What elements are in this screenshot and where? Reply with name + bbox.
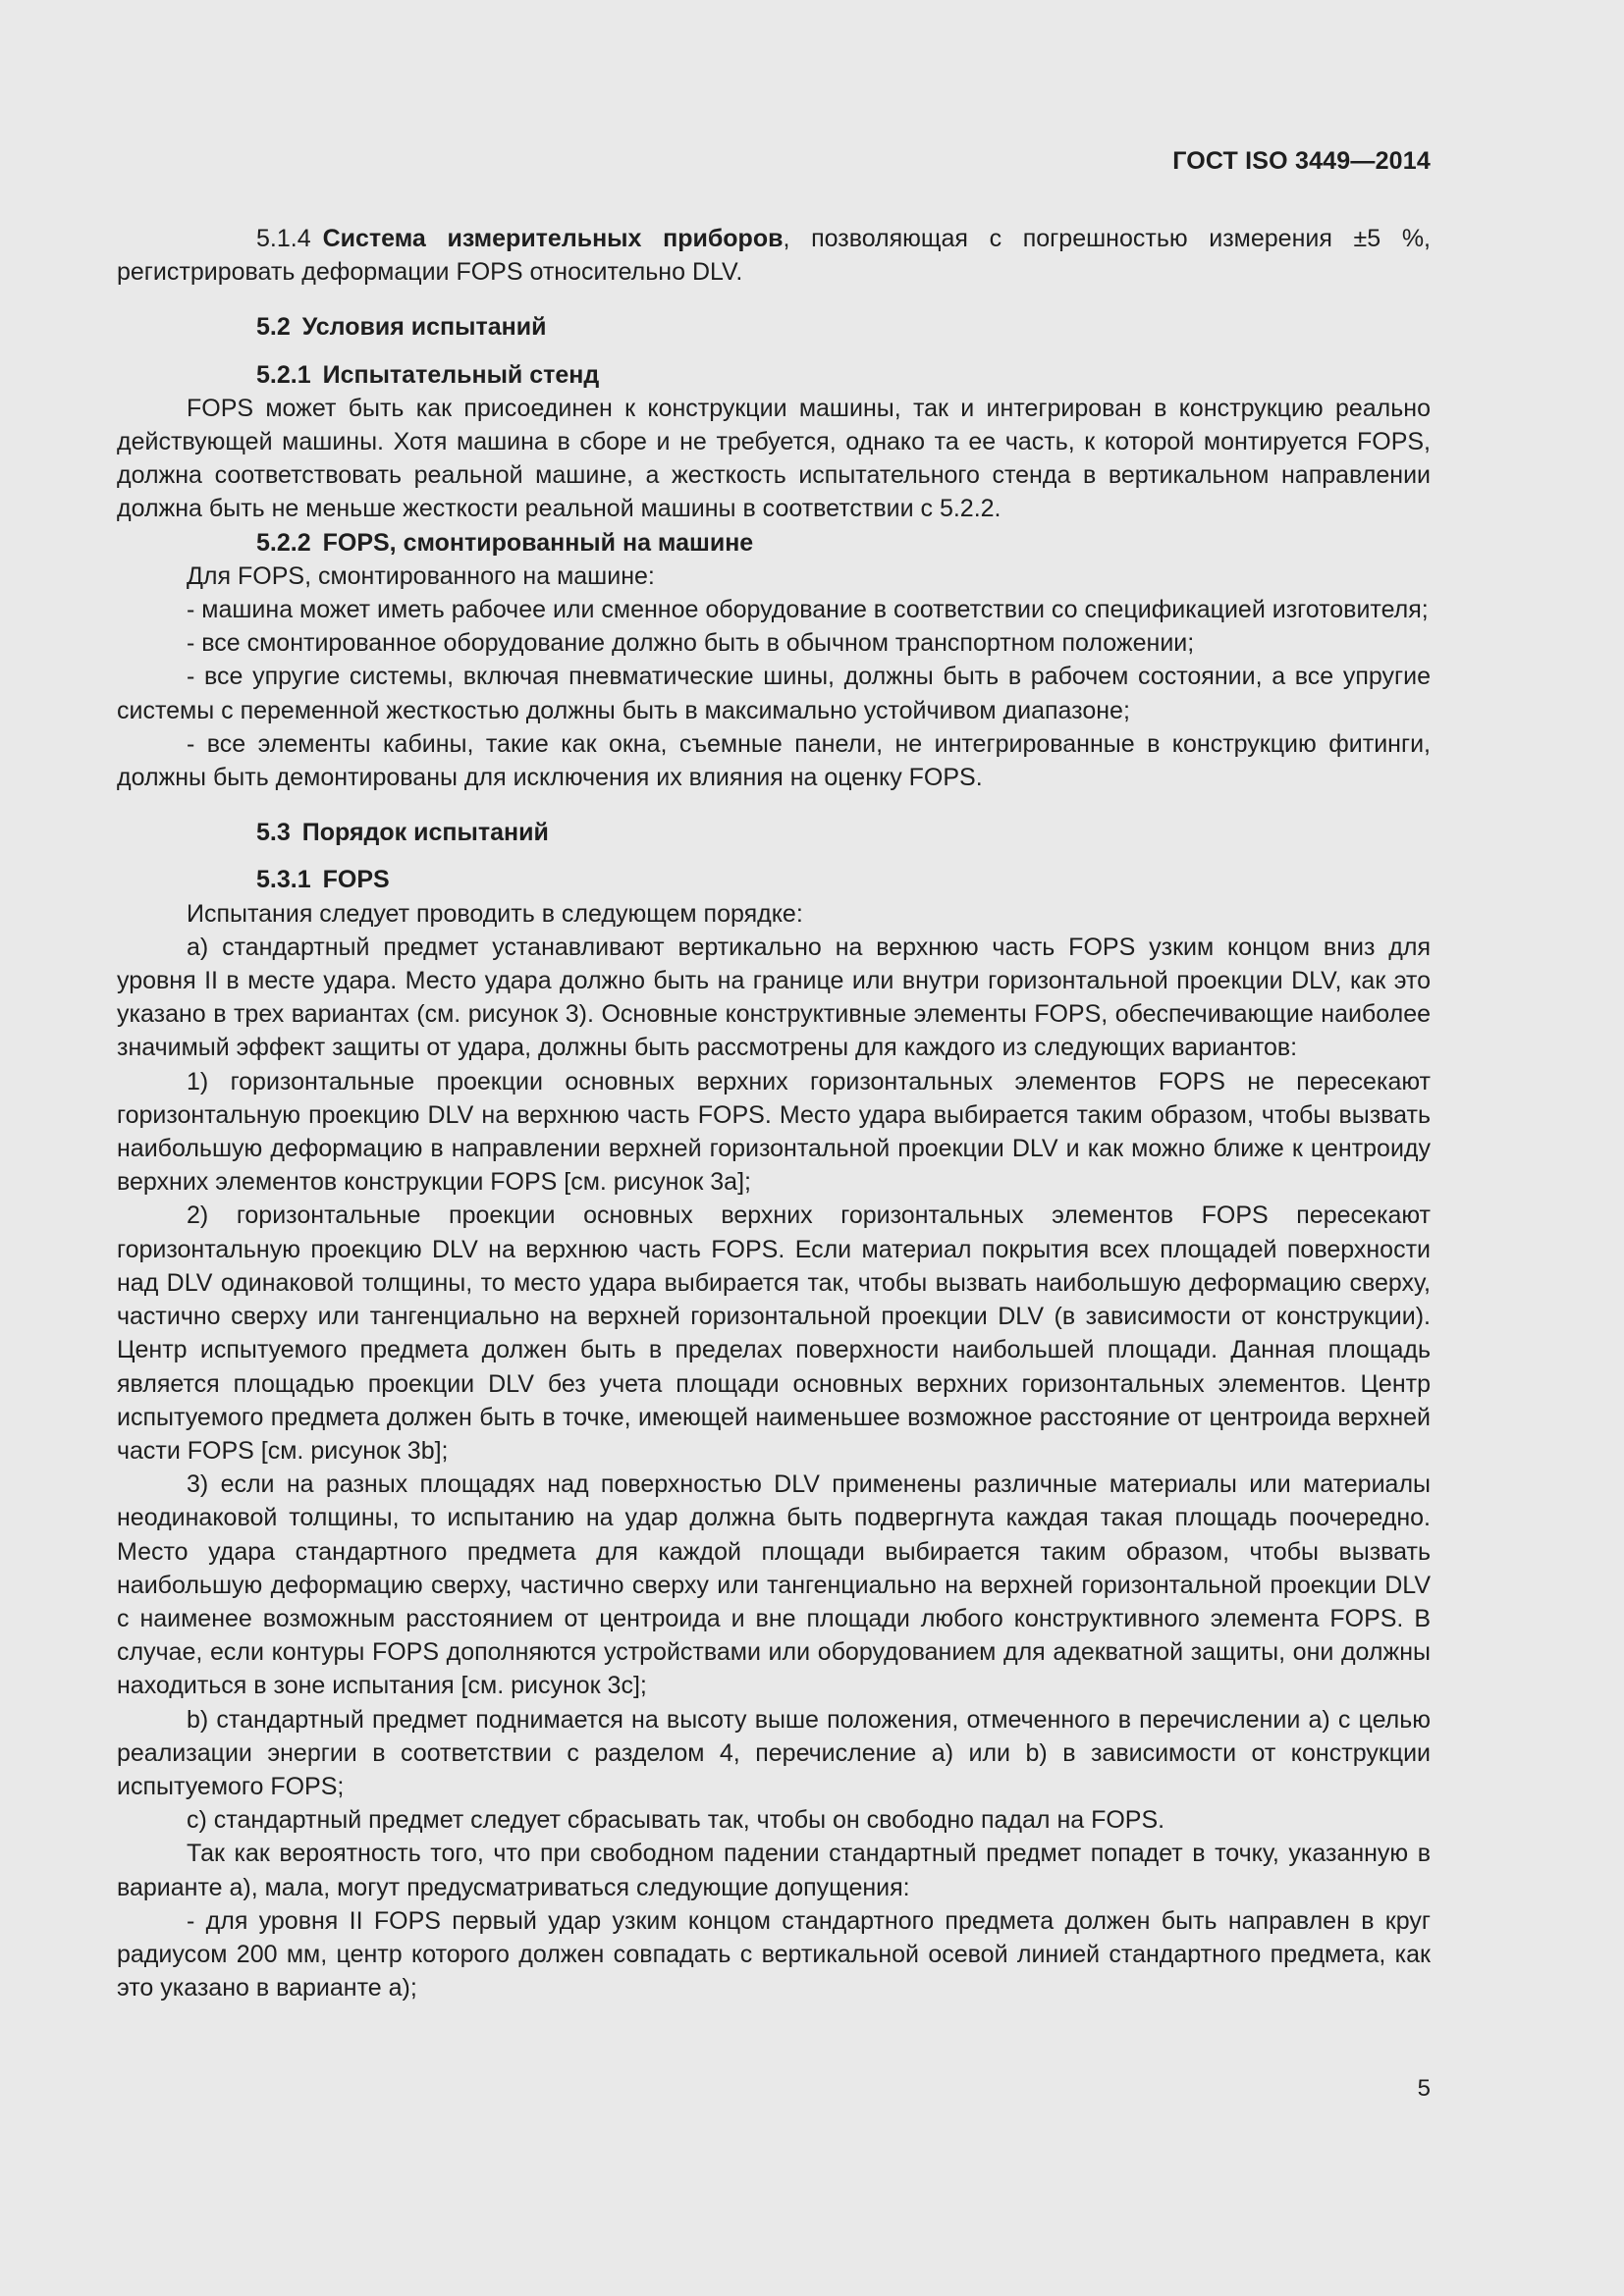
section-title: Условия испытаний — [301, 313, 547, 342]
paragraph: Для FOPS, смонтированного на машине: — [187, 561, 655, 590]
subsection-heading-5-2-1 — [117, 358, 1431, 392]
list-item: b) стандартный предмет поднимается на высоту выше положения, отмеченного в перечислении a) с целью реализации энергии в соответствии с разделом 4, перечисление a) или b) в зависимости от конструкции испытуемого FOPS; — [117, 1705, 1431, 1800]
list-item: 2) горизонтальные проекции основных верхних горизонтальных элементов FOPS пересекают горизонтальную проекцию DLV на верхнюю часть FOPS. Если материал покрытия всех площадей поверхности над DLV одинаковой толщины, то место удара выбирается так, чтобы вызвать наибольшую деформацию сверху, частично сверху или тангенциально на верхней горизонтальной проекции DLV (в зависимости от конструкции). Центр испытуемого предмета должен быть в пределах поверхности наибольшей площади. Данная площадь является площадью проекции DLV без учета площади основных верхних горизонтальных элементов. Центр испытуемого предмета должен быть в точке, имеющей наименьшее возможное расстояние от центроида верхней части FOPS [см. рисунок 3b]; — [117, 1201, 1431, 1465]
list-item: - машина может иметь рабочее или сменное оборудование в соответствии со спецификацией изготовителя; — [187, 596, 1429, 624]
subsection-number: 5.2.2 — [256, 528, 311, 557]
document-body — [117, 222, 1431, 2004]
paragraph: Испытания следует проводить в следующем порядке: — [187, 899, 803, 928]
paragraph: FOPS может быть как присоединен к конструкции машины, так и интегрирован в конструкцию реально действующей машины. Хотя машина в сборе и не требуется, однако та ее часть, к которой монтируется FOPS, должна соответствовать реальной машине, а жесткость испытательного стенда в вертикальном направлении должна быть не меньше жесткости реальной машины в соответствии с 5.2.2. — [117, 394, 1431, 523]
subsection-heading-5-2-2 — [117, 526, 1431, 560]
section-title: Порядок испытаний — [301, 819, 549, 847]
subsection-heading-5-3-1 — [117, 863, 1431, 896]
clause-text: , позволяющая с погрешностью измерения ±5 %, регистрировать деформации FOPS относительно DLV. — [117, 225, 1431, 287]
document-header: ГОСТ ISO 3449—2014 — [1172, 147, 1431, 175]
list-item: 3) если на разных площадях над поверхностью DLV применены различные материалы или материалы неодинаковой толщины, то испытанию на удар должна быть подвергнута каждая такая площадь поочередно. Место удара стандартного предмета для каждой площади выбирается таким образом, чтобы вызвать наибольшую деформацию сверху, частично сверху или тангенциально на верхней горизонтальной проекции DLV с наименее возможным расстоянием от центроида и вне площади любого конструктивного элемента FOPS. В случае, если контуры FOPS дополняются устройствами или оборудованием для адекватной защиты, они должны находиться в зоне испытания [см. рисунок 3c]; — [117, 1470, 1431, 1700]
list-item: 1) горизонтальные проекции основных верхних горизонтальных элементов FOPS не пересекают горизонтальную проекцию DLV на верхнюю часть FOPS. Место удара выбирается таким образом, чтобы вызвать наибольшую деформацию в направлении верхней горизонтальной проекции DLV и как можно ближе к центроиду верхних элементов конструкции FOPS [см. рисунок 3a]; — [117, 1067, 1431, 1197]
list-item: - все смонтированное оборудование должно быть в обычном транспортном положении; — [187, 629, 1195, 658]
subsection-title: FOPS — [322, 866, 390, 894]
subsection-title: FOPS, смонтированный на машине — [322, 528, 754, 557]
subsection-title: Испытательный стенд — [322, 360, 600, 389]
list-item: - все упругие системы, включая пневматические шины, должны быть в рабочем состоянии, а все упругие системы с переменной жесткостью должны быть в максимально устойчивом диапазоне; — [117, 663, 1431, 724]
paragraph: Так как вероятность того, что при свободном падении стандартный предмет попадет в точку, указанную в варианте a), мала, могут предусматриваться следующие допущения: — [117, 1840, 1431, 1901]
page-number: 5 — [1417, 2075, 1431, 2102]
section-number: 5.3 — [256, 819, 291, 847]
subsection-number: 5.2.1 — [256, 360, 311, 389]
subsection-number: 5.3.1 — [256, 866, 311, 894]
list-item: - все элементы кабины, такие как окна, съемные панели, не интегрированные в конструкцию фитинги, должны быть демонтированы для исключения их влияния на оценку FOPS. — [117, 729, 1431, 792]
section-number: 5.2 — [256, 313, 291, 342]
section-heading-5-2 — [117, 310, 1431, 344]
clause-bold-term: Система измерительных приборов — [322, 225, 784, 252]
clause-number: 5.1.4 — [256, 225, 311, 252]
clause-5-1-4 — [117, 222, 1431, 289]
list-item: c) стандартный предмет следует сбрасывать так, чтобы он свободно падал на FOPS. — [187, 1806, 1165, 1835]
list-item: a) стандартный предмет устанавливают вертикально на верхнюю часть FOPS узким концом вниз для уровня II в месте удара. Место удара должно быть на границе или внутри горизонтальной проекции DLV, как это указано в трех вариантах (см. рисунок 3). Основные конструктивные элементы FOPS, обеспечивающие наиболее значимый эффект защиты от удара, должны быть рассмотрены для каждого из следующих вариантов: — [117, 933, 1431, 1062]
list-item: - для уровня II FOPS первый удар узким концом стандартного предмета должен быть направлен в круг радиусом 200 мм, центр которого должен совпадать с вертикальной осевой линией стандартного предмета, как это указано в варианте a); — [117, 1906, 1431, 2002]
section-heading-5-3 — [117, 816, 1431, 849]
